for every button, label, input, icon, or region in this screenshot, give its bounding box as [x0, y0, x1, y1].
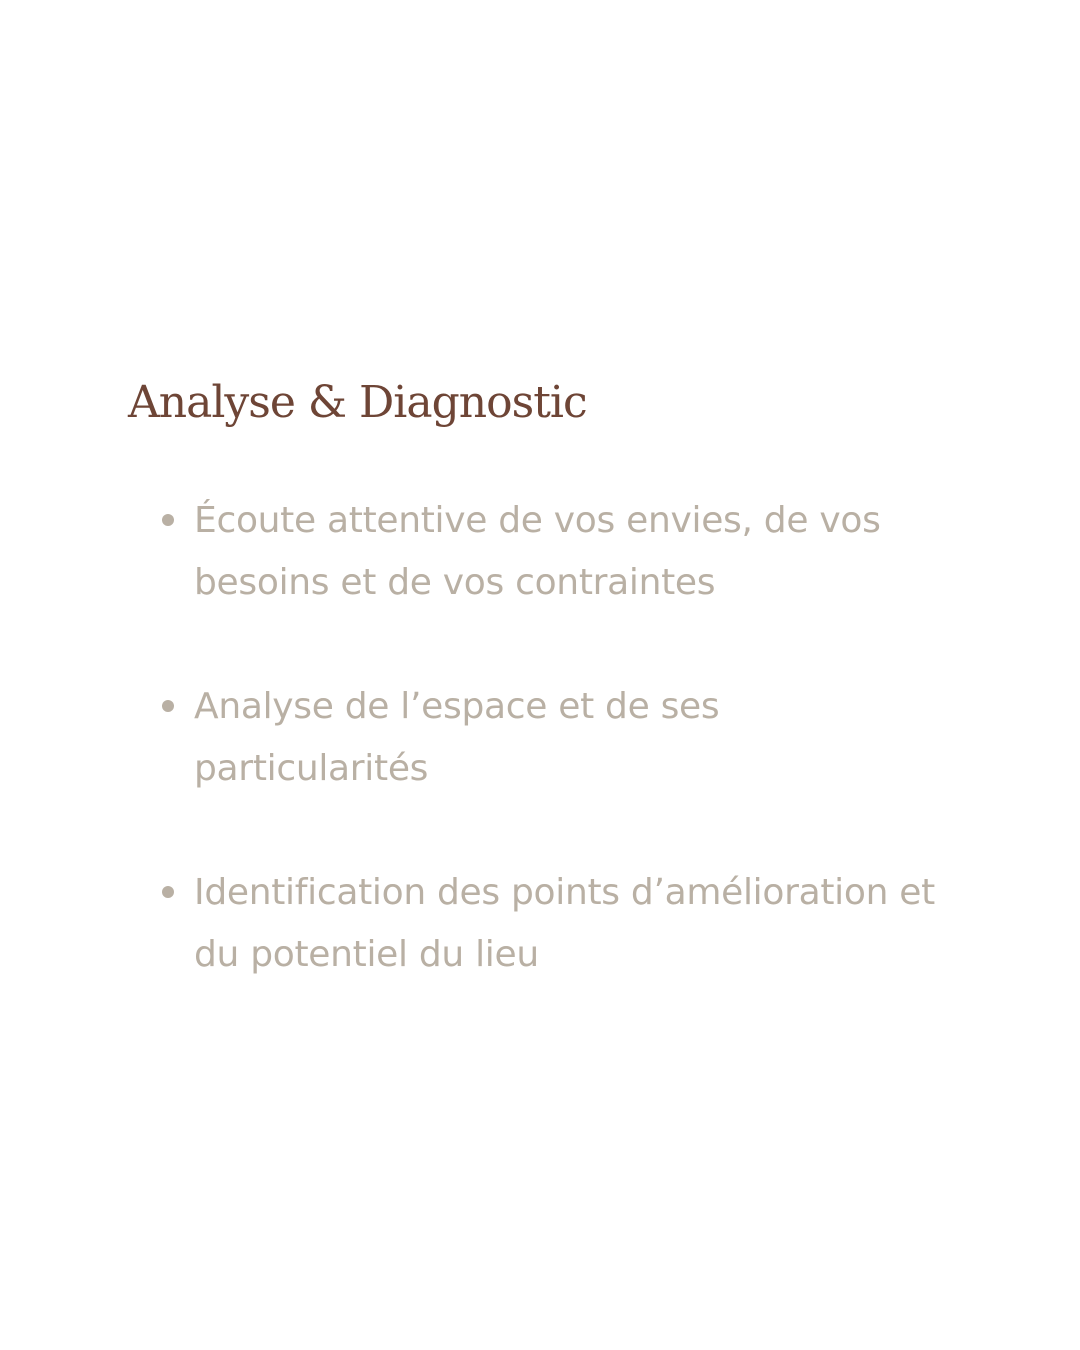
bullet-dot-icon — [162, 514, 174, 526]
list-item-text: Analyse de l’espace et de ses particularités — [194, 686, 720, 789]
bullet-list — [158, 490, 958, 986]
list-item-text: Écoute attentive de vos envies, de vos besoins et de vos contraintes — [194, 500, 881, 603]
bullet-dot-icon — [162, 886, 174, 898]
list-item — [158, 862, 958, 986]
bullet-dot-icon — [162, 700, 174, 712]
slide-title: Analyse & Diagnostic — [128, 377, 587, 428]
list-item-text: Identification des points d’amélioration et du potentiel du lieu — [194, 872, 935, 975]
list-item — [158, 676, 958, 800]
list-item — [158, 490, 958, 614]
